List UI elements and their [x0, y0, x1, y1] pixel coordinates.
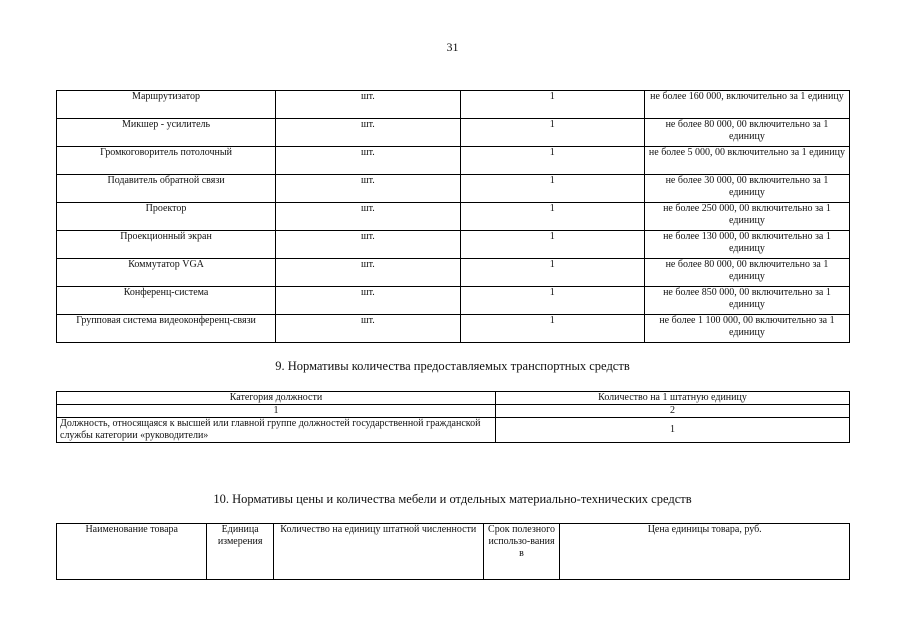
header-unit-price: Цена единицы товара, руб. [560, 524, 850, 580]
quantity-cell: 1 [496, 418, 850, 443]
table-row [57, 91, 850, 119]
item-name-cell: Коммутатор VGA [57, 259, 276, 287]
table-row [57, 175, 850, 203]
table-row [57, 315, 850, 343]
quantity-cell: 1 [460, 231, 644, 259]
header-useful-life: Срок полезного использо-вания в [483, 524, 560, 580]
quantity-cell: 1 [460, 259, 644, 287]
item-name-cell: Маршрутизатор [57, 91, 276, 119]
column-number-row [57, 405, 850, 418]
unit-cell: шт. [276, 119, 461, 147]
unit-cell: шт. [276, 315, 461, 343]
quantity-cell: 1 [460, 119, 644, 147]
price-cell: не более 130 000, 00 включительно за 1 единицу [644, 231, 849, 259]
unit-cell: шт. [276, 203, 461, 231]
item-name-cell: Микшер - усилитель [57, 119, 276, 147]
table-row [57, 231, 850, 259]
unit-cell: шт. [276, 91, 461, 119]
unit-cell: шт. [276, 259, 461, 287]
quantity-cell: 1 [460, 203, 644, 231]
header-quantity-per-staff: Количество на единицу штатной численности [273, 524, 483, 580]
table-row [57, 287, 850, 315]
price-cell: не более 80 000, 00 включительно за 1 единицу [644, 119, 849, 147]
quantity-cell: 1 [460, 287, 644, 315]
header-position-category: Категория должности [57, 392, 496, 405]
column-number-1: 1 [57, 405, 496, 418]
table-row [57, 203, 850, 231]
price-cell: не более 5 000, 00 включительно за 1 единицу [644, 147, 849, 175]
quantity-cell: 1 [460, 315, 644, 343]
item-name-cell: Проектор [57, 203, 276, 231]
page-number: 31 [446, 40, 459, 54]
item-name-cell: Проекционный экран [57, 231, 276, 259]
price-cell: не более 30 000, 00 включительно за 1 единицу [644, 175, 849, 203]
header-product-name: Наименование товара [57, 524, 207, 580]
item-name-cell: Громкоговоритель потолочный [57, 147, 276, 175]
table-header-row [57, 392, 850, 405]
position-cell: Должность, относящаяся к высшей или главной группе должностей государственной гражданской службы категории «руководители» [57, 418, 496, 443]
table-row [57, 259, 850, 287]
quantity-cell: 1 [460, 91, 644, 119]
transport-table [56, 391, 850, 443]
table-row [57, 418, 850, 443]
item-name-cell: Групповая система видеоконференц-связи [57, 315, 276, 343]
table-row [57, 119, 850, 147]
header-unit: Единица измерения [207, 524, 274, 580]
price-cell: не более 80 000, 00 включительно за 1 единицу [644, 259, 849, 287]
table-row [57, 147, 850, 175]
price-cell: не более 850 000, 00 включительно за 1 единицу [644, 287, 849, 315]
table-header-row [57, 524, 850, 580]
section-10-heading: 10. Нормативы цены и количества мебели и отдельных материально-технических средств [213, 492, 692, 506]
item-name-cell: Подавитель обратной связи [57, 175, 276, 203]
unit-cell: шт. [276, 175, 461, 203]
quantity-cell: 1 [460, 175, 644, 203]
quantity-cell: 1 [460, 147, 644, 175]
column-number-2: 2 [496, 405, 850, 418]
section-9-heading: 9. Нормативы количества предоставляемых транспортных средств [275, 359, 630, 373]
unit-cell: шт. [276, 231, 461, 259]
furniture-table [56, 523, 850, 580]
item-name-cell: Конференц-система [57, 287, 276, 315]
unit-cell: шт. [276, 147, 461, 175]
unit-cell: шт. [276, 287, 461, 315]
price-cell: не более 160 000, включительно за 1 единицу [644, 91, 849, 119]
header-quantity: Количество на 1 штатную единицу [496, 392, 850, 405]
equipment-table [56, 90, 850, 343]
price-cell: не более 250 000, 00 включительно за 1 единицу [644, 203, 849, 231]
price-cell: не более 1 100 000, 00 включительно за 1 единицу [644, 315, 849, 343]
